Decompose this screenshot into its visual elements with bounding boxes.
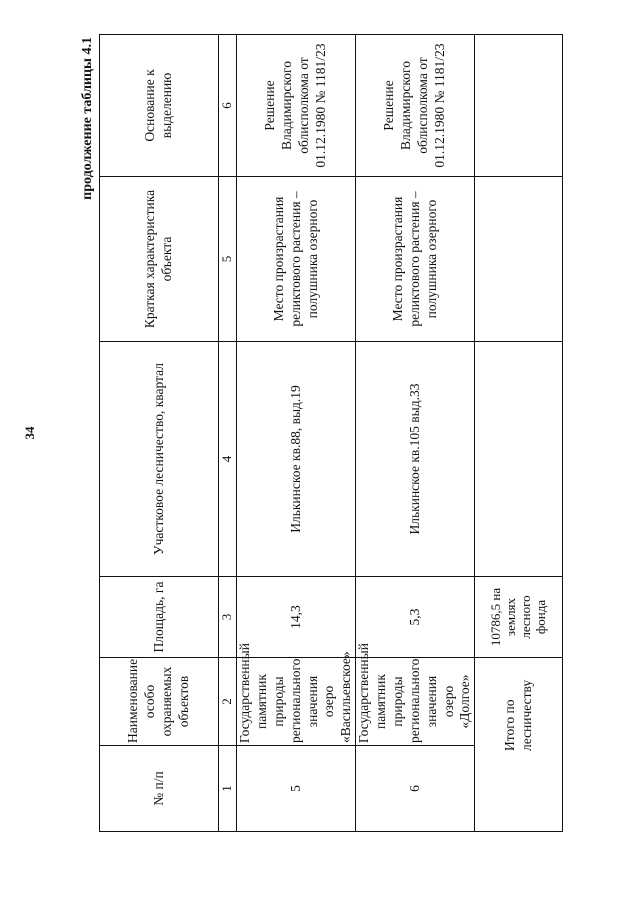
- total-row: [475, 35, 563, 832]
- header-cell: № п/п: [100, 746, 219, 832]
- empty-cell: [475, 177, 563, 342]
- total-label: Итого по лесничеству: [475, 658, 563, 832]
- protected-objects-table: [99, 34, 563, 832]
- column-number: 5: [219, 177, 237, 342]
- object-basis: Решение Владимирского облисполкома от 01.12.1980 № 1181/23: [237, 35, 356, 177]
- header-cell: Краткая характеристика объекта: [100, 177, 219, 342]
- table-row: [356, 35, 475, 832]
- table-caption: продолжение таблицы 4.1: [80, 37, 95, 200]
- header-cell: Наименование особо охраняемых объектов: [100, 658, 219, 746]
- object-description: Место произрастания реликтового растения – полушника озерного: [356, 177, 475, 342]
- column-number: 4: [219, 342, 237, 577]
- object-forestry: Илькинское кв.105 выд.33: [356, 342, 475, 577]
- object-name: Государственный памятник природы регионального значения озеро «Васильевское»: [237, 658, 356, 746]
- object-name: Государственный памятник природы регионального значения озеро «Долгое»: [356, 658, 475, 746]
- column-number: 6: [219, 35, 237, 177]
- column-number: 2: [219, 658, 237, 746]
- header-cell: Площадь, га: [100, 577, 219, 658]
- empty-cell: [475, 35, 563, 177]
- total-area: 10786,5 на землях лесного фонда: [475, 577, 563, 658]
- object-description: Место произрастания реликтового растения – полушника озерного: [237, 177, 356, 342]
- rotated-page-content: [77, 35, 582, 832]
- object-area: 14,3: [237, 577, 356, 658]
- empty-cell: [475, 342, 563, 577]
- object-area: 5,3: [356, 577, 475, 658]
- header-row: [100, 35, 219, 832]
- column-number: 1: [219, 746, 237, 832]
- object-forestry: Илькинское кв.88, выд.19: [237, 342, 356, 577]
- column-numbers-row: [219, 35, 237, 832]
- header-cell: Участковое лесничество, квартал: [100, 342, 219, 577]
- header-cell: Основание к выделению: [100, 35, 219, 177]
- row-number: 5: [237, 746, 356, 832]
- page-number: 34: [22, 426, 37, 440]
- column-number: 3: [219, 577, 237, 658]
- object-basis: Решение Владимирского облисполкома от 01.12.1980 № 1181/23: [356, 35, 475, 177]
- row-number: 6: [356, 746, 475, 832]
- table-row: [237, 35, 356, 832]
